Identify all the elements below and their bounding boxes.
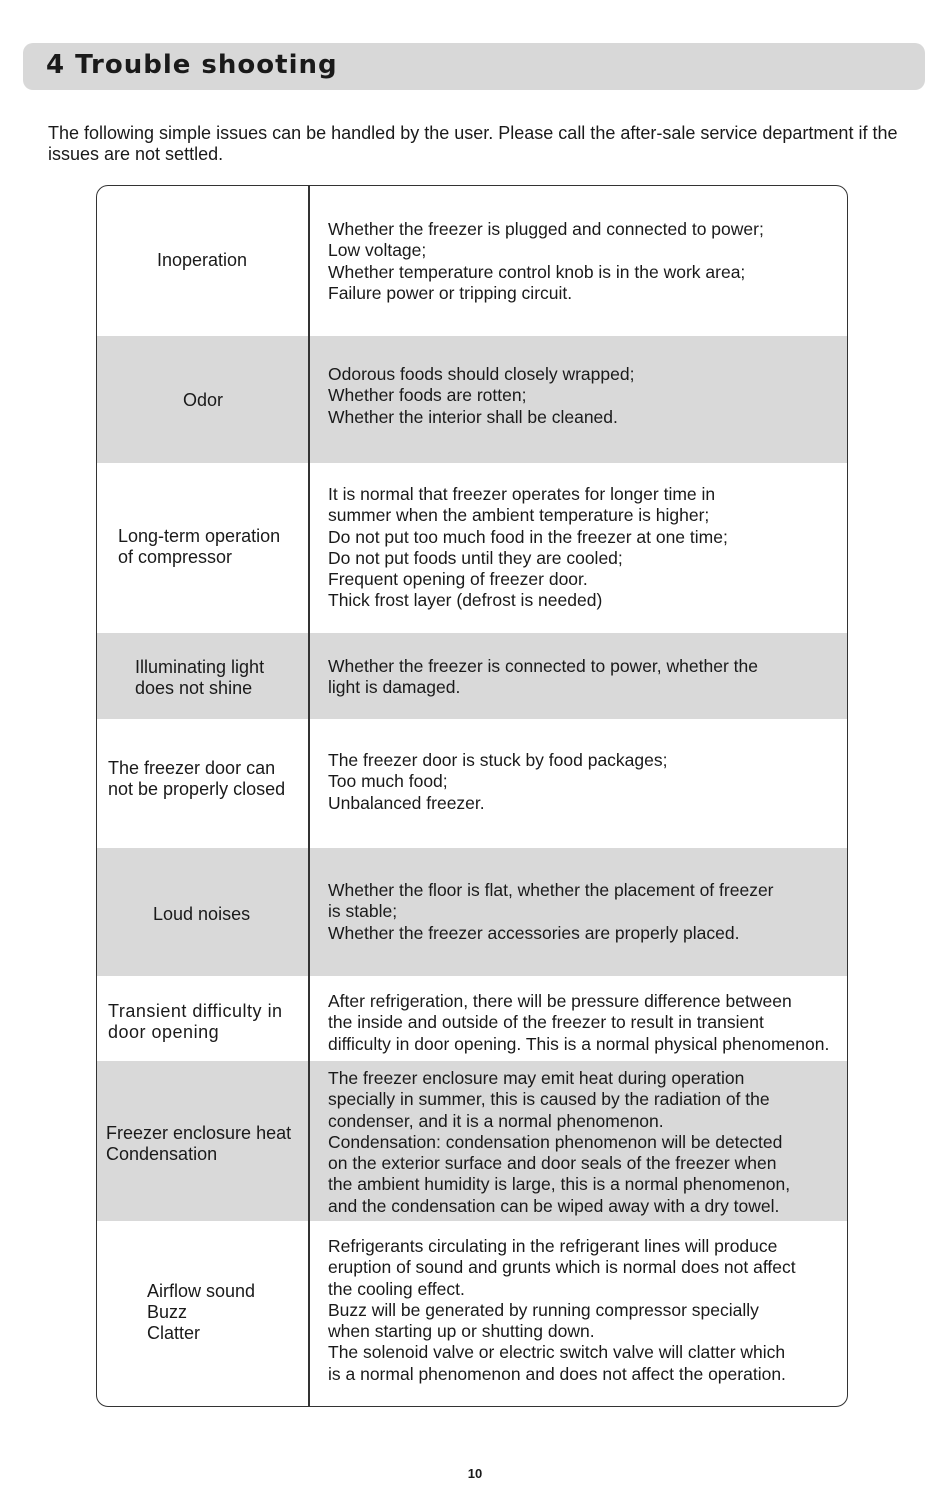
problem-cell: Freezer enclosure heat Condensation: [106, 1123, 292, 1164]
column-divider: [308, 186, 310, 1406]
problem-cell: Illuminating light does not shine: [135, 657, 265, 698]
problem-cell: Inoperation: [157, 250, 248, 270]
table-row: [97, 633, 847, 719]
problem-cell: The freezer door can not be properly closed: [108, 758, 286, 799]
problem-cell: Transient difficulty in door opening: [108, 1001, 283, 1042]
solution-cell: The freezer enclosure may emit heat during operation specially in summer, this is caused by the radiation of the condenser, and it is a normal phenomenon. Condensation: condensation phenomenon will be detected on the exterior surface and door seals of the freezer when the ambient humidity is large, this is a normal phenomenon, and the condensation can be wiped away with a dry towel.: [328, 1068, 791, 1216]
table-row: [97, 336, 847, 463]
table-row: [97, 1221, 847, 1407]
problem-cell: Loud noises: [153, 904, 251, 924]
table-row: [97, 463, 847, 633]
table-row: [97, 719, 847, 848]
troubleshooting-table: [96, 185, 848, 1407]
problem-cell: Airflow sound Buzz Clatter: [147, 1281, 256, 1343]
solution-cell: Odorous foods should closely wrapped; Whether foods are rotten; Whether the interior shall be cleaned.: [328, 364, 635, 427]
table-row: [97, 848, 847, 976]
solution-cell: Whether the floor is flat, whether the placement of freezer is stable; Whether the freezer accessories are properly placed.: [328, 880, 774, 943]
solution-cell: It is normal that freezer operates for longer time in summer when the ambient temperature is higher; Do not put too much food in the freezer at one time; Do not put foods until they are cooled; Frequent opening of freezer door. Thick frost layer (defrost is needed): [328, 484, 728, 611]
section-header-bar: [23, 43, 925, 90]
section-title: 4 Trouble shooting: [46, 50, 338, 80]
page-number: 10: [467, 1466, 483, 1481]
table-row: [97, 1061, 847, 1221]
intro-paragraph: The following simple issues can be handled by the user. Please call the after-sale service department if the issues are not settled.: [48, 123, 898, 164]
problem-cell: Long-term operation of compressor: [118, 526, 281, 567]
solution-cell: The freezer door is stuck by food packages; Too much food; Unbalanced freezer.: [328, 750, 668, 813]
solution-cell: Whether the freezer is connected to power, whether the light is damaged.: [328, 656, 758, 698]
solution-cell: Whether the freezer is plugged and connected to power; Low voltage; Whether temperature control knob is in the work area; Failure power or tripping circuit.: [328, 219, 764, 303]
problem-cell: Odor: [183, 390, 224, 410]
solution-cell: Refrigerants circulating in the refrigerant lines will produce eruption of sound and grunts which is normal does not affect the cooling effect. Buzz will be generated by running compressor specially when starting up or shutting down. The solenoid valve or electric switch valve will clatter which is a normal phenomenon and does not affect the operation.: [328, 1236, 796, 1384]
solution-cell: After refrigeration, there will be pressure difference between the inside and outside of the freezer to result in transient difficulty in door opening. This is a normal physical phenomenon.: [328, 991, 830, 1054]
table-row: [97, 186, 847, 336]
table-row: [97, 976, 847, 1061]
